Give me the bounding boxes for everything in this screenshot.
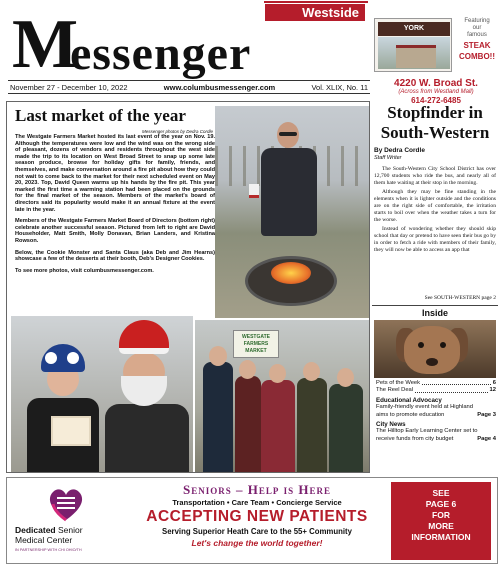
coffee-cup <box>249 184 259 198</box>
person-head <box>239 360 256 379</box>
toc-item[interactable] <box>376 387 496 394</box>
see-line: INFORMATION <box>411 532 471 542</box>
toc-page: Page 3 <box>477 411 496 418</box>
ad-serving: Serving Superior Heath Care to the 55+ Community <box>162 527 352 536</box>
cookie-monster-hat <box>41 344 85 372</box>
continued-link[interactable]: See SOUTH-WESTERN page 2 <box>424 295 496 301</box>
firepit-photo[interactable] <box>215 106 369 318</box>
dedicated-senior-logo <box>15 482 119 560</box>
volume-number: Vol. XLIX, No. 11 <box>311 83 368 92</box>
masthead <box>0 0 500 105</box>
article-paragraph: Instead of wondering whether they should skip school that day or pretend to have seen their bus go by in order to fetch a ride with members of their family, they will now be able to access an app that <box>374 226 496 253</box>
sunglasses <box>279 132 297 136</box>
ad-tagline: Let's change the world together! <box>191 538 323 548</box>
heart-logo-icon <box>45 484 87 524</box>
toc-label: The Reel Deal <box>376 387 414 394</box>
person-head <box>303 362 320 381</box>
board-of-directors-photo[interactable] <box>195 320 369 472</box>
toc-leader <box>415 387 487 392</box>
steak-combo-promo <box>456 18 498 70</box>
title-initial: M <box>12 6 77 83</box>
promo-line: Featuring <box>464 18 490 24</box>
person-figure <box>297 378 327 472</box>
logo-partner: IN PARTNERSHIP WITH CHI OHIO/TH <box>15 548 82 552</box>
toc-page: 6 <box>492 380 496 386</box>
toc-section-heading[interactable]: Educational Advocacy <box>376 396 442 404</box>
toc-leader <box>422 380 491 385</box>
santa-figure <box>105 404 189 472</box>
ad-services: Transportation • Care Team • Concierge Service <box>172 498 342 507</box>
york-phone[interactable]: 614-272-6485 <box>411 96 461 105</box>
see-line: MORE <box>428 521 454 531</box>
logo-name-rest: Senior <box>55 525 83 535</box>
website-link[interactable]: www.columbusmessenger.com <box>163 83 276 92</box>
side-story <box>372 101 498 303</box>
toc-section-heading[interactable]: City News <box>376 421 406 429</box>
toc-section-line: The Hilltop Early Learning Center set to <box>376 428 478 435</box>
article-paragraph: Members of the Westgate Farmers Market Board of Directors (bottom right) celebrate another successful season. Pictured from left to right are David Householder, Matt Smith, Molly Donavan, Brian Landers, and Kristina Rowson. <box>15 218 215 244</box>
issue-dates: November 27 - December 10, 2022 <box>10 83 128 92</box>
york-address-note: (Across from Westland Mall) <box>398 89 474 95</box>
person-head <box>209 346 227 366</box>
person-figure <box>329 384 363 472</box>
byline: By Dedra Cordle <box>374 147 425 154</box>
ad-headline: Seniors – Help is Here <box>183 482 331 497</box>
york-ad-name: YORK <box>378 22 450 36</box>
santa-beard <box>121 376 167 406</box>
fire-flame <box>271 262 311 284</box>
dog-eye <box>418 342 424 348</box>
promo-line: our <box>472 25 482 31</box>
person-figure <box>235 376 261 472</box>
promo-line-highlight: STEAK <box>463 41 491 50</box>
person-head <box>269 364 286 383</box>
photo-credit: Messenger photos by Dedra Cordle <box>141 129 213 134</box>
man-figure <box>261 148 317 236</box>
inside-title: Inside <box>421 308 448 318</box>
toc-section-line: receive funds from city budget <box>376 435 454 442</box>
see-line: PAGE 6 <box>425 499 457 509</box>
article-paragraph: The South-Western City School District has over 12,700 students who ride the bus, and nearly all of them hate waiting at their stop in the morning. <box>374 166 496 186</box>
article-paragraph: The Westgate Farmers Market hosted its last event of the year on Nov. 19. Although the temperatures were low and the wind was on the wrong side of pleasant, dozens of vendors and residents throughout the west side made the trip to its location on West Broad Street to snap up some late season produce, browse for holiday gifts for family, friends, and themselves, and make conversation around a fire pit about how they could not wait to come back to the market for their next scheduled event on May 20, 2023. Top, David Queen warms up his hands by the fire pit. This year marked the first time a warming station had been placed on the grounds for the final market of the season. Members of the market's board of directors said its popularity would make it an annual fixture at the event late in the year. <box>15 134 215 213</box>
article-paragraph: To see more photos, visit columbusmessenger.com. <box>15 267 154 274</box>
inside-index <box>372 305 498 473</box>
dateline <box>8 80 370 94</box>
title-rest: essenger <box>70 27 252 80</box>
cookie-box <box>51 416 91 446</box>
toc-section-line: aims to promote education <box>376 411 445 418</box>
toc-item[interactable] <box>376 380 496 387</box>
york-address: 4220 W. Broad St. <box>394 78 478 89</box>
logo-name-line2: Medical Center <box>15 535 73 545</box>
pet-photo[interactable] <box>374 320 496 378</box>
lead-article-body <box>15 134 215 279</box>
ad-copy <box>127 482 387 549</box>
dog-eye <box>440 342 446 348</box>
masthead-accent-bar <box>264 1 368 3</box>
toc-section-line: Family-friendly event held at Highland <box>376 404 473 411</box>
market-sign: WESTGATE FARMERS MARKET <box>233 330 279 358</box>
side-headline[interactable]: Stopfinder in South-Western <box>380 103 490 142</box>
york-restaurant-image <box>378 37 450 69</box>
logo-name-line1 <box>15 526 119 535</box>
see-line: FOR <box>432 510 450 520</box>
logo-name-bold: Dedicated <box>15 525 56 535</box>
dog-nose <box>426 358 438 366</box>
toc-label: Pets of the Week <box>376 380 421 386</box>
santa-hat <box>119 320 169 354</box>
promo-line-highlight: COMBO!! <box>459 52 495 61</box>
see-line: SEE <box>432 488 450 498</box>
senior-medical-ad[interactable] <box>6 477 498 564</box>
ad-accepting: ACCEPTING NEW PATIENTS <box>146 508 368 525</box>
article-paragraph: Although they may be fine standing in the elements when it is lighter outside and the conditions are on the right side of comfortable, the irritation starts to boil over when the weather takes a turn for the worse. <box>374 189 496 223</box>
promo-line: famous <box>467 32 487 38</box>
byline-role: Staff Writer <box>374 155 402 161</box>
person-head <box>337 368 354 387</box>
see-page-button[interactable] <box>391 482 491 560</box>
edition-label: Westside <box>265 4 365 21</box>
person-figure <box>261 380 295 472</box>
dog-head <box>404 326 460 374</box>
toc-section-row <box>376 436 496 443</box>
inside-list <box>376 380 496 443</box>
person-figure <box>203 362 233 472</box>
side-article-body <box>374 166 496 256</box>
toc-page: Page 4 <box>477 435 496 442</box>
toc-section-row <box>376 412 496 419</box>
lead-headline[interactable]: Last market of the year <box>15 106 186 125</box>
toc-page: 12 <box>489 387 496 394</box>
article-paragraph: Below, the Cookie Monster and Santa Claus (aka Deb and Jim Hearns) showcase a few of the desserts at their booth, Deb's Designer Cookies. <box>15 249 215 263</box>
lead-story <box>6 101 370 473</box>
cookie-monster-santa-photo[interactable] <box>11 316 193 472</box>
york-steakhouse-ad[interactable] <box>374 18 452 72</box>
